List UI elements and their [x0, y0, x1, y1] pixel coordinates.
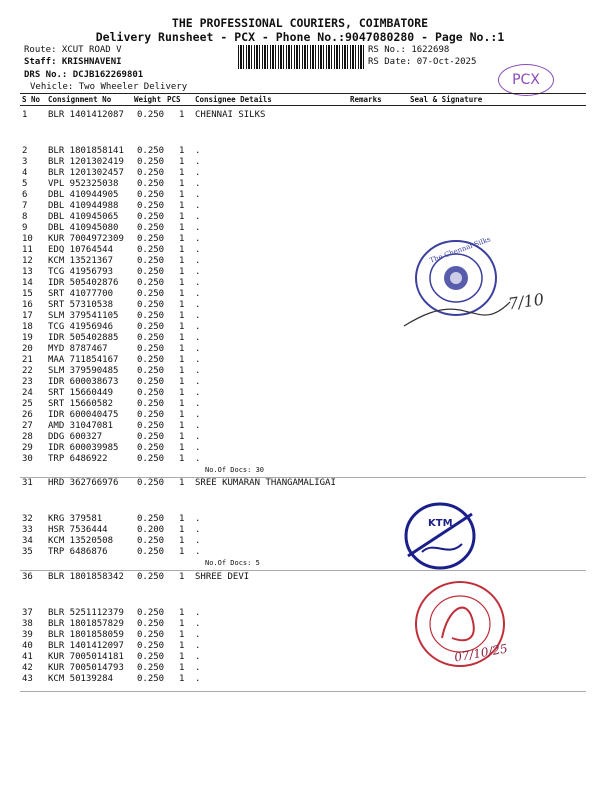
row-weight: 0.250: [137, 278, 165, 288]
row-sno: 27: [22, 421, 33, 431]
chennai-sign-date: 7/10: [506, 289, 546, 314]
row-consignment: EDQ 10764544: [48, 245, 114, 255]
row-pcs: 1: [179, 201, 185, 211]
route-label: Route: XCUT ROAD V: [24, 45, 122, 55]
row-consignee: .: [195, 300, 201, 310]
row-weight: 0.250: [137, 300, 165, 310]
row-sno: 36: [22, 572, 33, 582]
row-sno: 43: [22, 674, 33, 684]
row-pcs: 1: [179, 432, 185, 442]
row-pcs: 1: [179, 547, 185, 557]
row-consignee: .: [195, 201, 201, 211]
row-consignee: .: [195, 674, 201, 684]
row-sno: 40: [22, 641, 33, 651]
row-consignment: TCG 41956946: [48, 322, 114, 332]
row-consignee: .: [195, 355, 201, 365]
row-sno: 31: [22, 478, 33, 488]
row-consignee: .: [195, 256, 201, 266]
row-pcs: 1: [179, 410, 185, 420]
row-pcs: 1: [179, 514, 185, 524]
row-consignee: .: [195, 536, 201, 546]
row-weight: 0.250: [137, 421, 165, 431]
row-weight: 0.250: [137, 388, 165, 398]
row-consignment: BLR 1201302457: [48, 168, 124, 178]
col-consignee: Consignee Details: [195, 95, 272, 104]
row-pcs: 1: [179, 300, 185, 310]
row-pcs: 1: [179, 333, 185, 343]
rs-number: RS No.: 1622698: [368, 45, 450, 55]
row-consignment: BLR 1801857829: [48, 619, 124, 629]
row-sno: 29: [22, 443, 33, 453]
row-consignee: .: [195, 157, 201, 167]
drs-number: DRS No.: DCJB162269801: [24, 70, 144, 80]
table-end-rule: [20, 691, 586, 692]
col-remarks: Remarks: [350, 95, 382, 104]
row-pcs: 1: [179, 674, 185, 684]
row-weight: 0.250: [137, 641, 165, 651]
row-sno: 21: [22, 355, 33, 365]
row-sno: 42: [22, 663, 33, 673]
row-weight: 0.250: [137, 212, 165, 222]
row-sno: 26: [22, 410, 33, 420]
row-consignment: IDR 505402885: [48, 333, 119, 343]
row-consignee: .: [195, 267, 201, 277]
row-consignee: .: [195, 278, 201, 288]
row-consignment: BLR 1801858342: [48, 572, 124, 582]
row-consignment: DBL 410944905: [48, 190, 119, 200]
row-pcs: 1: [179, 388, 185, 398]
row-weight: 0.250: [137, 410, 165, 420]
row-consignee: .: [195, 311, 201, 321]
row-consignee: .: [195, 525, 201, 535]
row-weight: 0.250: [137, 245, 165, 255]
row-consignee: .: [195, 663, 201, 673]
row-sno: 17: [22, 311, 33, 321]
row-consignee: .: [195, 399, 201, 409]
row-pcs: 1: [179, 234, 185, 244]
row-pcs: 1: [179, 256, 185, 266]
row-weight: 0.250: [137, 234, 165, 244]
row-consignment: TRP 6486876: [48, 547, 108, 557]
row-sno: 37: [22, 608, 33, 618]
row-consignment: KUR 7005014793: [48, 663, 124, 673]
row-consignment: MAA 711854167: [48, 355, 119, 365]
row-consignee: SREE KUMARAN THANGAMALIGAI: [195, 478, 336, 488]
row-pcs: 1: [179, 525, 185, 535]
row-consignee: .: [195, 333, 201, 343]
row-consignment: VPL 952325038: [48, 179, 119, 189]
row-weight: 0.250: [137, 157, 165, 167]
row-consignee: .: [195, 652, 201, 662]
row-weight: 0.250: [137, 572, 165, 582]
row-sno: 32: [22, 514, 33, 524]
row-consignee: SHREE DEVI: [195, 572, 250, 582]
col-seal: Seal & Signature: [410, 95, 483, 104]
row-consignment: BLR 1201302419: [48, 157, 124, 167]
row-weight: 0.250: [137, 514, 165, 524]
row-pcs: 1: [179, 212, 185, 222]
row-pcs: 1: [179, 652, 185, 662]
row-consignment: DBL 410945080: [48, 223, 119, 233]
row-consignee: .: [195, 641, 201, 651]
row-consignment: BLR 1401412087: [48, 110, 124, 120]
row-consignment: BLR 5251112379: [48, 608, 124, 618]
row-weight: 0.250: [137, 223, 165, 233]
row-pcs: 1: [179, 608, 185, 618]
row-consignee: .: [195, 619, 201, 629]
row-sno: 9: [22, 223, 28, 233]
shree-devi-date: 07/10/25: [453, 641, 509, 665]
row-sno: 35: [22, 547, 33, 557]
row-consignment: IDR 600039985: [48, 443, 119, 453]
col-consignment: Consignment No: [48, 95, 112, 104]
row-sno: 28: [22, 432, 33, 442]
row-weight: 0.250: [137, 267, 165, 277]
row-consignee: .: [195, 146, 201, 156]
row-consignee: .: [195, 454, 201, 464]
row-sno: 23: [22, 377, 33, 387]
row-pcs: 1: [179, 267, 185, 277]
row-sno: 18: [22, 322, 33, 332]
row-consignee: .: [195, 432, 201, 442]
row-consignment: MYD 8787467: [48, 344, 108, 354]
row-sno: 16: [22, 300, 33, 310]
row-sno: 3: [22, 157, 28, 167]
row-consignment: BLR 1801858141: [48, 146, 124, 156]
row-sno: 33: [22, 525, 33, 535]
row-sno: 39: [22, 630, 33, 640]
row-consignee: .: [195, 168, 201, 178]
vehicle-label: Vehicle: Two Wheeler Delivery: [30, 82, 188, 92]
row-pcs: 1: [179, 168, 185, 178]
row-sno: 38: [22, 619, 33, 629]
row-consignee: .: [195, 245, 201, 255]
row-consignee: .: [195, 443, 201, 453]
row-weight: 0.250: [137, 652, 165, 662]
row-pcs: 1: [179, 619, 185, 629]
row-weight: 0.250: [137, 674, 165, 684]
row-weight: 0.250: [137, 333, 165, 343]
staff-label: Staff: KRISHNAVENI: [24, 57, 122, 67]
row-weight: 0.250: [137, 630, 165, 640]
row-consignee: .: [195, 234, 201, 244]
row-consignment: DDG 600327: [48, 432, 103, 442]
row-sno: 5: [22, 179, 28, 189]
row-weight: 0.250: [137, 146, 165, 156]
row-weight: 0.250: [137, 454, 165, 464]
row-sno: 20: [22, 344, 33, 354]
row-pcs: 1: [179, 245, 185, 255]
docs-count: No.Of Docs: 30: [205, 466, 265, 474]
row-weight: 0.250: [137, 179, 165, 189]
row-sno: 4: [22, 168, 28, 178]
row-pcs: 1: [179, 399, 185, 409]
row-consignment: KUR 7004972309: [48, 234, 124, 244]
kumaran-stamp: [402, 500, 478, 572]
row-sno: 34: [22, 536, 33, 546]
row-sno: 19: [22, 333, 33, 343]
row-consignee: .: [195, 190, 201, 200]
runsheet-subtitle: Delivery Runsheet - PCX - Phone No.:9047080280 - Page No.:1: [95, 30, 505, 44]
row-weight: 0.250: [137, 110, 165, 120]
group-separator: [20, 570, 586, 571]
row-pcs: 1: [179, 289, 185, 299]
row-weight: 0.250: [137, 547, 165, 557]
row-sno: 10: [22, 234, 33, 244]
header-rule-bottom: [20, 105, 586, 106]
row-sno: 15: [22, 289, 33, 299]
row-pcs: 1: [179, 572, 185, 582]
row-weight: 0.250: [137, 344, 165, 354]
row-consignee: .: [195, 344, 201, 354]
row-pcs: 1: [179, 478, 185, 488]
row-pcs: 1: [179, 110, 185, 120]
row-weight: 0.250: [137, 355, 165, 365]
row-weight: 0.250: [137, 201, 165, 211]
row-sno: 7: [22, 201, 28, 211]
row-weight: 0.250: [137, 619, 165, 629]
row-consignment: KRG 379581: [48, 514, 103, 524]
row-consignment: SRT 57310538: [48, 300, 114, 310]
chennai-silks-stamp-text: The Chennai Silks: [428, 235, 492, 265]
row-pcs: 1: [179, 179, 185, 189]
row-consignee: .: [195, 514, 201, 524]
docs-count: No.Of Docs: 5: [205, 559, 260, 567]
row-consignment: KCM 13521367: [48, 256, 114, 266]
row-consignment: SRT 15660449: [48, 388, 114, 398]
row-weight: 0.250: [137, 289, 165, 299]
row-weight: 0.250: [137, 432, 165, 442]
kumaran-stamp-text: KTM: [428, 518, 453, 529]
row-weight: 0.250: [137, 399, 165, 409]
row-consignment: HRD 362766976: [48, 478, 119, 488]
row-consignment: BLR 1401412097: [48, 641, 124, 651]
row-consignment: AMD 31047081: [48, 421, 114, 431]
row-pcs: 1: [179, 641, 185, 651]
row-consignee: .: [195, 410, 201, 420]
row-sno: 1: [22, 110, 28, 120]
row-consignment: IDR 600038673: [48, 377, 119, 387]
row-consignment: SRT 15660582: [48, 399, 114, 409]
row-consignee: .: [195, 547, 201, 557]
row-pcs: 1: [179, 322, 185, 332]
row-sno: 12: [22, 256, 33, 266]
pcx-logo: PCX: [498, 64, 554, 96]
row-sno: 30: [22, 454, 33, 464]
row-pcs: 1: [179, 146, 185, 156]
row-pcs: 1: [179, 443, 185, 453]
row-consignment: HSR 7536444: [48, 525, 108, 535]
signature-scribble: [400, 296, 520, 332]
row-weight: 0.250: [137, 478, 165, 488]
row-weight: 0.200: [137, 525, 165, 535]
row-sno: 2: [22, 146, 28, 156]
row-pcs: 1: [179, 536, 185, 546]
barcode: [238, 45, 364, 69]
row-consignment: DBL 410944988: [48, 201, 119, 211]
row-pcs: 1: [179, 311, 185, 321]
row-pcs: 1: [179, 223, 185, 233]
col-weight: Weight: [134, 95, 162, 104]
row-sno: 22: [22, 366, 33, 376]
header-rule-top: [20, 93, 586, 94]
row-pcs: 1: [179, 663, 185, 673]
row-consignee: .: [195, 388, 201, 398]
row-consignee: .: [195, 212, 201, 222]
row-sno: 25: [22, 399, 33, 409]
row-pcs: 1: [179, 344, 185, 354]
row-consignment: SRT 41077700: [48, 289, 114, 299]
row-weight: 0.250: [137, 322, 165, 332]
row-weight: 0.250: [137, 168, 165, 178]
row-consignment: TCG 41956793: [48, 267, 114, 277]
row-consignment: BLR 1801858059: [48, 630, 124, 640]
row-consignee: .: [195, 608, 201, 618]
row-pcs: 1: [179, 421, 185, 431]
row-consignee: .: [195, 421, 201, 431]
col-sno: S No: [22, 95, 41, 104]
row-consignee: .: [195, 289, 201, 299]
row-consignee: .: [195, 179, 201, 189]
col-pcs: PCS: [167, 95, 181, 104]
row-consignee: .: [195, 366, 201, 376]
row-sno: 8: [22, 212, 28, 222]
row-consignment: SLM 379541105: [48, 311, 119, 321]
row-weight: 0.250: [137, 256, 165, 266]
row-weight: 0.250: [137, 663, 165, 673]
row-consignment: KCM 50139284: [48, 674, 114, 684]
row-consignment: SLM 379590485: [48, 366, 119, 376]
row-pcs: 1: [179, 366, 185, 376]
row-consignee: .: [195, 630, 201, 640]
row-consignment: KCM 13520508: [48, 536, 114, 546]
row-sno: 11: [22, 245, 33, 255]
row-consignee: .: [195, 322, 201, 332]
row-pcs: 1: [179, 157, 185, 167]
row-sno: 6: [22, 190, 28, 200]
row-consignment: DBL 410945065: [48, 212, 119, 222]
row-consignment: KUR 7005014181: [48, 652, 124, 662]
row-weight: 0.250: [137, 443, 165, 453]
row-consignment: IDR 600040475: [48, 410, 119, 420]
row-weight: 0.250: [137, 536, 165, 546]
row-consignee: .: [195, 223, 201, 233]
row-weight: 0.250: [137, 377, 165, 387]
row-consignee: .: [195, 377, 201, 387]
row-sno: 24: [22, 388, 33, 398]
row-weight: 0.250: [137, 366, 165, 376]
row-pcs: 1: [179, 630, 185, 640]
row-consignee: CHENNAI SILKS: [195, 110, 266, 120]
row-pcs: 1: [179, 355, 185, 365]
row-sno: 41: [22, 652, 33, 662]
rs-date: RS Date: 07-Oct-2025: [368, 57, 477, 67]
row-sno: 14: [22, 278, 33, 288]
row-weight: 0.250: [137, 608, 165, 618]
row-weight: 0.250: [137, 190, 165, 200]
row-weight: 0.250: [137, 311, 165, 321]
row-pcs: 1: [179, 454, 185, 464]
row-pcs: 1: [179, 377, 185, 387]
row-consignment: IDR 505402876: [48, 278, 119, 288]
row-pcs: 1: [179, 190, 185, 200]
row-consignment: TRP 6486922: [48, 454, 108, 464]
company-title: THE PROFESSIONAL COURIERS, COIMBATORE: [171, 16, 429, 30]
row-sno: 13: [22, 267, 33, 277]
row-pcs: 1: [179, 278, 185, 288]
